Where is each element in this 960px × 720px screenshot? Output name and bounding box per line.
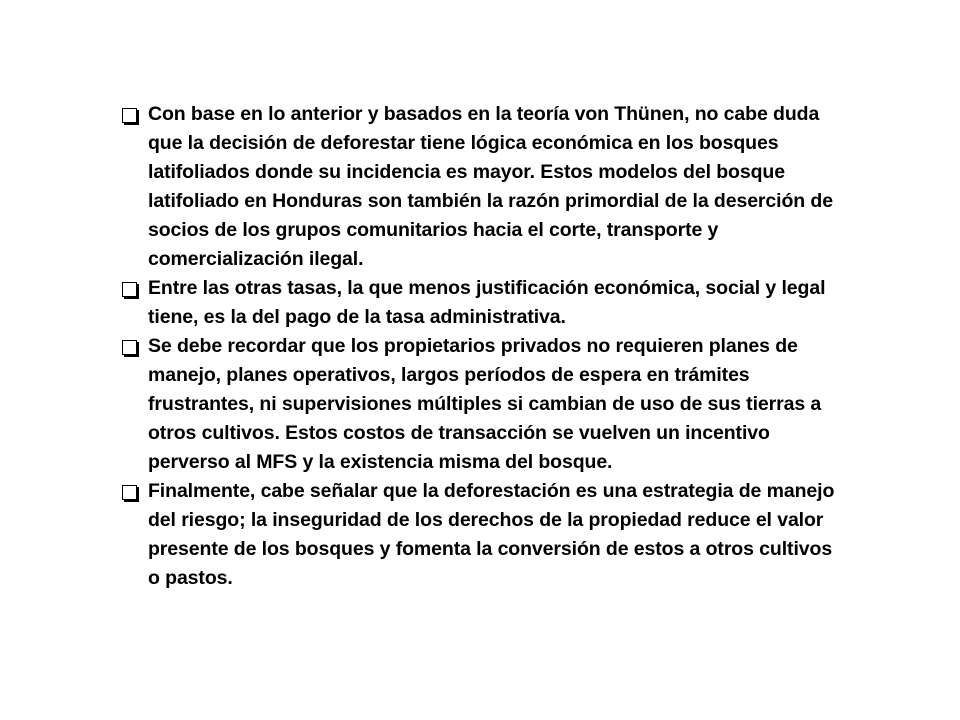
bullet-text: Con base en lo anterior y basados en la teoría von Thünen, no cabe duda que la decisión de deforestar tiene lógica económica en los bosques latifoliados donde su incidencia es mayor. Estos modelos del bosque latifoliado en Honduras son también la razón primordial de la deserción de socios de los grupos comunitarios hacia el corte, transporte y comercialización ilegal.: [148, 103, 833, 270]
checkbox-square-icon: [122, 108, 137, 123]
checkbox-square-icon: [122, 282, 137, 297]
bullet-text: Entre las otras tasas, la que menos justificación económica, social y legal tiene, es la del pago de la tasa administrativa.: [148, 277, 826, 328]
bullet-item: [118, 274, 846, 332]
bullet-text: Finalmente, cabe señalar que la deforestación es una estrategia de manejo del riesgo; la inseguridad de los derechos de la propiedad reduce el valor presente de los bosques y fomenta la conversión de estos a otros cultivos o pastos.: [148, 480, 835, 589]
checkbox-square-icon: [122, 340, 137, 355]
bullet-item: [118, 100, 846, 274]
bullet-item: [118, 477, 846, 593]
bullet-text: Se debe recordar que los propietarios privados no requieren planes de manejo, planes operativos, largos períodos de espera en trámites frustrantes, ni supervisiones múltiples si cambian de uso de sus tierras a otros cultivos. Estos costos de transacción se vuelven un incentivo perverso al MFS y la existencia misma del bosque.: [148, 335, 822, 473]
slide-content: [118, 100, 846, 593]
bullet-item: [118, 332, 846, 477]
bullet-list: [118, 100, 846, 593]
checkbox-square-icon: [122, 485, 137, 500]
